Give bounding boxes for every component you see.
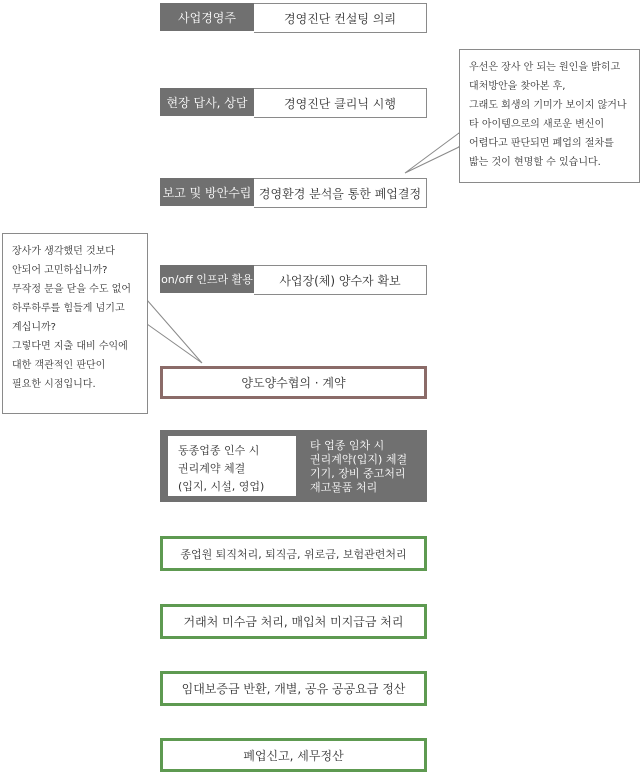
step-description: 경영진단 클리닉 시행 [254,88,427,118]
final-step-deposit: 임대보증금 반환, 개별, 공유 공공요금 정산 [160,671,427,706]
split-right-line: 권리계약(입지) 체결 [310,453,408,466]
split-left-line: 동종업종 인수 시 [178,444,260,457]
callout-line: 밟는 것이 현명할 수 있습니다. [469,157,601,168]
callout-line: 하루하루를 힘들게 넘기고 [12,303,125,314]
final-step-closure: 폐업신고, 세무정산 [160,738,427,772]
split-left-line: 권리계약 체결 [178,462,246,475]
step-row-consult-request [160,3,427,31]
split-left-same-industry [168,436,296,496]
callout-line: 무작정 문을 닫을 수도 없어 [12,284,131,295]
step-label: 사업경영주 [160,3,254,31]
callout-line: 어렵다고 판단되면 폐업의 절차를 [469,138,614,149]
split-right-line: 기기, 장비 중고처리 [310,467,406,480]
split-right-line: 재고물품 처리 [310,481,378,494]
callout-line: 그래도 회생의 기미가 보이지 않거나 [469,100,627,111]
step-description: 경영환경 분석을 통한 폐업결정 [254,178,427,208]
callout-left-tail [147,300,202,363]
callout-line: 필요한 시점입니다. [12,379,96,390]
callout-line: 그렇다면 지출 대비 수익에 [12,341,128,352]
split-right-other-industry [310,439,422,495]
callout-line: 타 아이템으로의 새로운 변신이 [469,119,605,130]
final-step-employees: 종업원 퇴직처리, 퇴직금, 위로금, 보험관련처리 [160,536,427,571]
step-description: 경영진단 컨설팅 의뢰 [254,3,427,33]
contract-box: 양도양수협의 · 계약 [160,366,427,399]
callout-line: 안되어 고민하십니까? [12,265,108,276]
callout-left [2,233,148,414]
callout-line: 장사가 생각했던 것보다 [12,246,115,257]
step-row-report-plan [160,178,427,206]
split-right-line: 타 업종 임차 시 [310,439,385,452]
callout-line: 대처방안을 찾아본 후, [469,81,566,92]
callout-right-tail [405,133,459,173]
step-row-infra [160,265,427,293]
callout-line: 계십니까? [12,322,56,333]
step-row-site-visit [160,88,427,116]
callout-line: 대한 객관적인 판단이 [12,360,106,371]
step-description: 사업장(체) 양수자 확보 [254,265,427,295]
split-block [160,430,427,502]
step-label: on/off 인프라 활용 [160,265,254,293]
step-label: 보고 및 방안수립 [160,178,254,206]
callout-line: 우선은 장사 안 되는 원인을 밝히고 [469,62,621,73]
final-step-accounts: 거래처 미수금 처리, 매입처 미지급금 처리 [160,604,427,639]
step-label: 현장 답사, 상담 [160,88,254,116]
callout-right [459,49,640,183]
split-left-line: (입지, 시설, 영업) [178,480,265,493]
